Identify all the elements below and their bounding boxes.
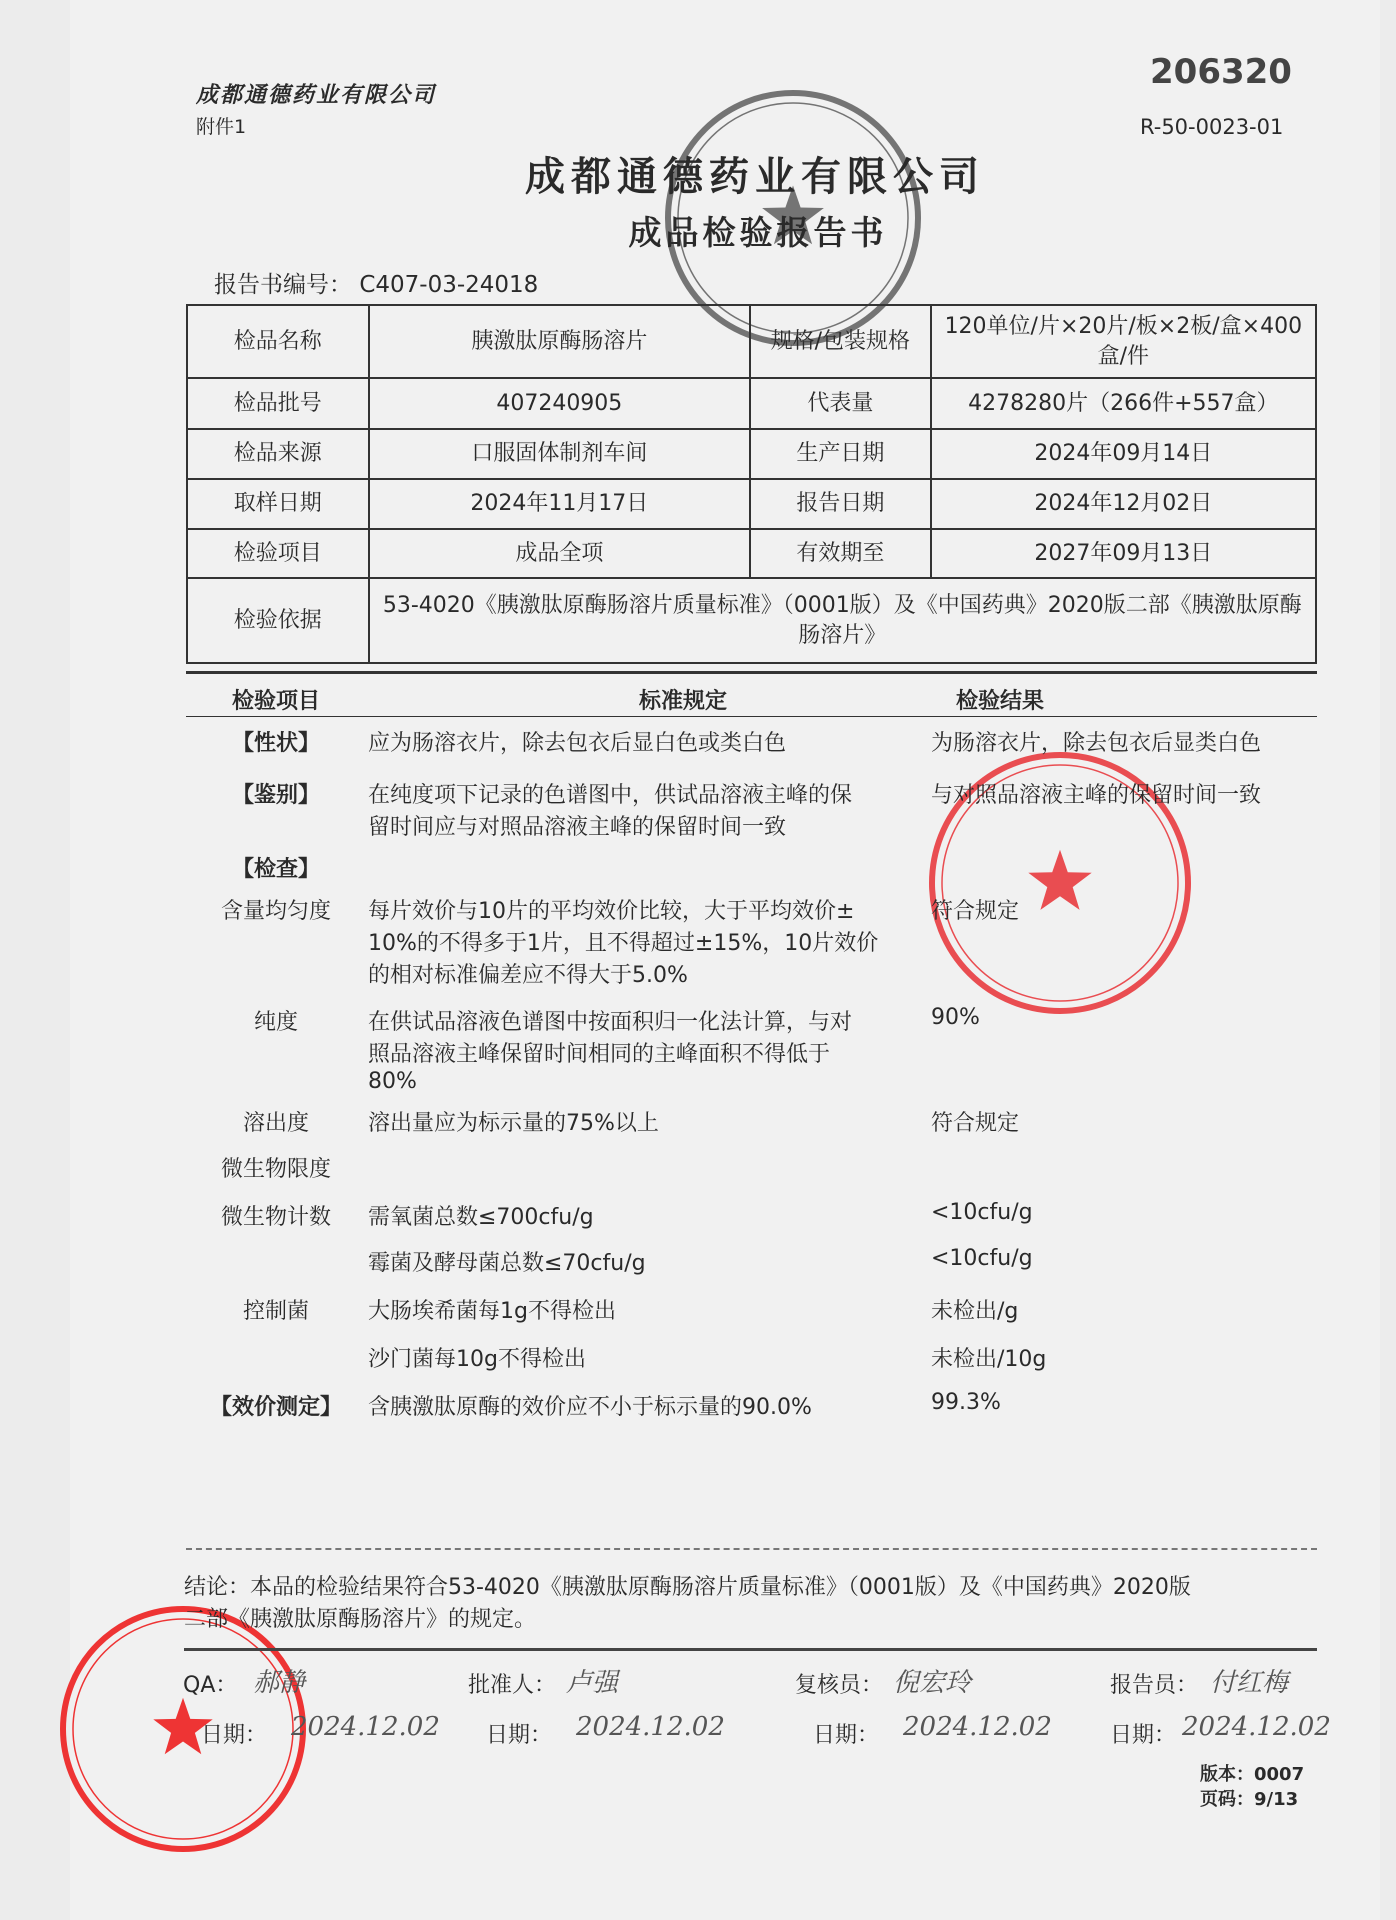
reporter-signature: 付红梅 xyxy=(1210,1668,1289,1698)
reporter-date-label: 日期： xyxy=(1110,1723,1177,1748)
mfg-date: 2024年09月14日 xyxy=(931,429,1316,479)
result-value: 为肠溶衣片，除去包衣后显类白色 xyxy=(931,731,1262,756)
divider xyxy=(186,671,1317,674)
label: 检验依据 xyxy=(187,578,369,663)
result-value: 符合规定 xyxy=(931,899,1020,924)
result-standard: 霉菌及酵母菌总数≤70cfu/g xyxy=(368,1251,646,1276)
result-standard: 留时间应与对照品溶液主峰的保留时间一致 xyxy=(368,815,787,840)
qa-signature: 郝静 xyxy=(253,1668,306,1698)
result-standard: 溶出量应为标示量的75%以上 xyxy=(368,1111,659,1136)
result-standard: 沙门菌每10g不得检出 xyxy=(368,1347,586,1372)
result-value: 符合规定 xyxy=(931,1111,1020,1136)
result-standard: 大肠埃希菌每1g不得检出 xyxy=(368,1299,616,1324)
result-item: 含量均匀度 xyxy=(220,899,332,924)
attachment-label: 附件1 xyxy=(196,116,247,138)
expiry: 2027年09月13日 xyxy=(931,529,1316,578)
conclusion-line-2: 二部《胰激肽原酶肠溶片》的规定。 xyxy=(184,1607,537,1632)
result-value: <10cfu/g xyxy=(931,1246,1033,1271)
result-value: 未检出/10g xyxy=(931,1347,1047,1372)
label: 规格/包装规格 xyxy=(750,305,931,378)
approver-label: 批准人： xyxy=(468,1673,557,1698)
result-item: 溶出度 xyxy=(242,1111,310,1136)
reviewer-date-label: 日期： xyxy=(813,1723,880,1748)
result-standard: 需氧菌总数≤700cfu/g xyxy=(368,1205,594,1230)
report-number xyxy=(214,266,538,299)
divider xyxy=(186,716,1317,717)
report-date: 2024年12月02日 xyxy=(931,479,1316,529)
result-item: 【性状】 xyxy=(231,731,321,756)
result-value: 与对照品溶液主峰的保留时间一致 xyxy=(931,783,1262,808)
result-item: 【鉴别】 xyxy=(231,783,321,808)
results-header: 检验项目 xyxy=(231,689,321,714)
label: 报告日期 xyxy=(750,479,931,529)
quantity: 4278280片（266件+557盒） xyxy=(931,378,1316,429)
label: 检品批号 xyxy=(187,378,369,429)
serial-number: 206320 xyxy=(1150,52,1292,92)
result-value: 90% xyxy=(931,1005,980,1030)
basis: 53-4020《胰激肽原酶肠溶片质量标准》（0001版）及《中国药典》2020版二部《胰激肽原酶肠溶片》 xyxy=(369,578,1316,663)
red-quality-stamp xyxy=(58,1604,308,1854)
results-header: 标准规定 xyxy=(638,689,728,714)
result-standard: 含胰激肽原酶的效价应不小于标示量的90.0% xyxy=(368,1395,812,1420)
results-header: 检验结果 xyxy=(955,689,1045,714)
batch: 407240905 xyxy=(369,378,750,429)
result-item: 控制菌 xyxy=(242,1299,310,1324)
form-code: R-50-0023-01 xyxy=(1140,115,1284,139)
divider xyxy=(186,1548,1317,1550)
result-item: 【检查】 xyxy=(231,857,321,882)
source: 口服固体制剂车间 xyxy=(369,429,750,479)
result-standard: 10%的不得多于1片，且不得超过±15%，10片效价 xyxy=(368,931,879,956)
qa-label: QA： xyxy=(183,1673,238,1698)
label: 检验项目 xyxy=(187,529,369,578)
result-standard: 的相对标准偏差应不得大于5.0% xyxy=(368,963,688,988)
document-title: 成都通德药业有限公司 xyxy=(525,154,985,200)
approver-date: 2024.12.02 xyxy=(576,1712,725,1742)
result-item: 【效价测定】 xyxy=(209,1395,343,1420)
approver-date-label: 日期： xyxy=(486,1723,553,1748)
result-item: 纯度 xyxy=(253,1010,299,1035)
label: 有效期至 xyxy=(750,529,931,578)
reporter-label: 报告员： xyxy=(1110,1673,1199,1698)
report-number-value: C407-03-24018 xyxy=(359,272,539,298)
result-standard: 应为肠溶衣片，除去包衣后显白色或类白色 xyxy=(368,731,787,756)
report-number-label: 报告书编号： xyxy=(214,272,352,298)
qa-date-label: 日期： xyxy=(201,1723,268,1748)
document-subtitle: 成品检验报告书 xyxy=(628,213,888,252)
label: 检品来源 xyxy=(187,429,369,479)
page-number: 页码：9/13 xyxy=(1200,1789,1299,1810)
result-value: 未检出/g xyxy=(931,1299,1019,1324)
version: 版本：0007 xyxy=(1200,1764,1305,1785)
spec: 120单位/片×20片/板×2板/盒×400盒/件 xyxy=(931,305,1316,378)
result-standard: 每片效价与10片的平均效价比较，大于平均效价± xyxy=(368,899,855,924)
stamp-star-icon xyxy=(1028,850,1091,910)
reviewer-signature: 倪宏玲 xyxy=(893,1668,972,1698)
conclusion-line-1: 结论：本品的检验结果符合53-4020《胰激肽原酶肠溶片质量标准》（0001版）及《中国药典》2020版 xyxy=(184,1575,1191,1600)
result-value: 99.3% xyxy=(931,1390,1001,1415)
product-info-table xyxy=(186,304,1317,664)
label: 检品名称 xyxy=(187,305,369,378)
result-standard: 照品溶液主峰保留时间相同的主峰面积不得低于 xyxy=(368,1042,831,1067)
sample-date: 2024年11月17日 xyxy=(369,479,750,529)
result-standard: 在供试品溶液色谱图中按面积归一化法计算，与对 xyxy=(368,1010,853,1035)
product-name: 胰激肽原酶肠溶片 xyxy=(369,305,750,378)
qa-date: 2024.12.02 xyxy=(291,1712,440,1742)
divider xyxy=(184,1648,1317,1651)
reviewer-date: 2024.12.02 xyxy=(903,1712,1052,1742)
result-standard: 在纯度项下记录的色谱图中，供试品溶液主峰的保 xyxy=(368,783,853,808)
result-item: 微生物限度 xyxy=(220,1157,332,1182)
test-item: 成品全项 xyxy=(369,529,750,578)
reviewer-label: 复核员： xyxy=(795,1673,884,1698)
label: 取样日期 xyxy=(187,479,369,529)
label: 生产日期 xyxy=(750,429,931,479)
result-standard: 80% xyxy=(368,1069,417,1094)
label: 代表量 xyxy=(750,378,931,429)
result-item: 微生物计数 xyxy=(220,1205,332,1230)
result-value: <10cfu/g xyxy=(931,1200,1033,1225)
company-header: 成都通德药业有限公司 xyxy=(196,83,437,108)
approver-signature: 卢强 xyxy=(566,1668,619,1698)
reporter-date: 2024.12.02 xyxy=(1182,1712,1331,1742)
